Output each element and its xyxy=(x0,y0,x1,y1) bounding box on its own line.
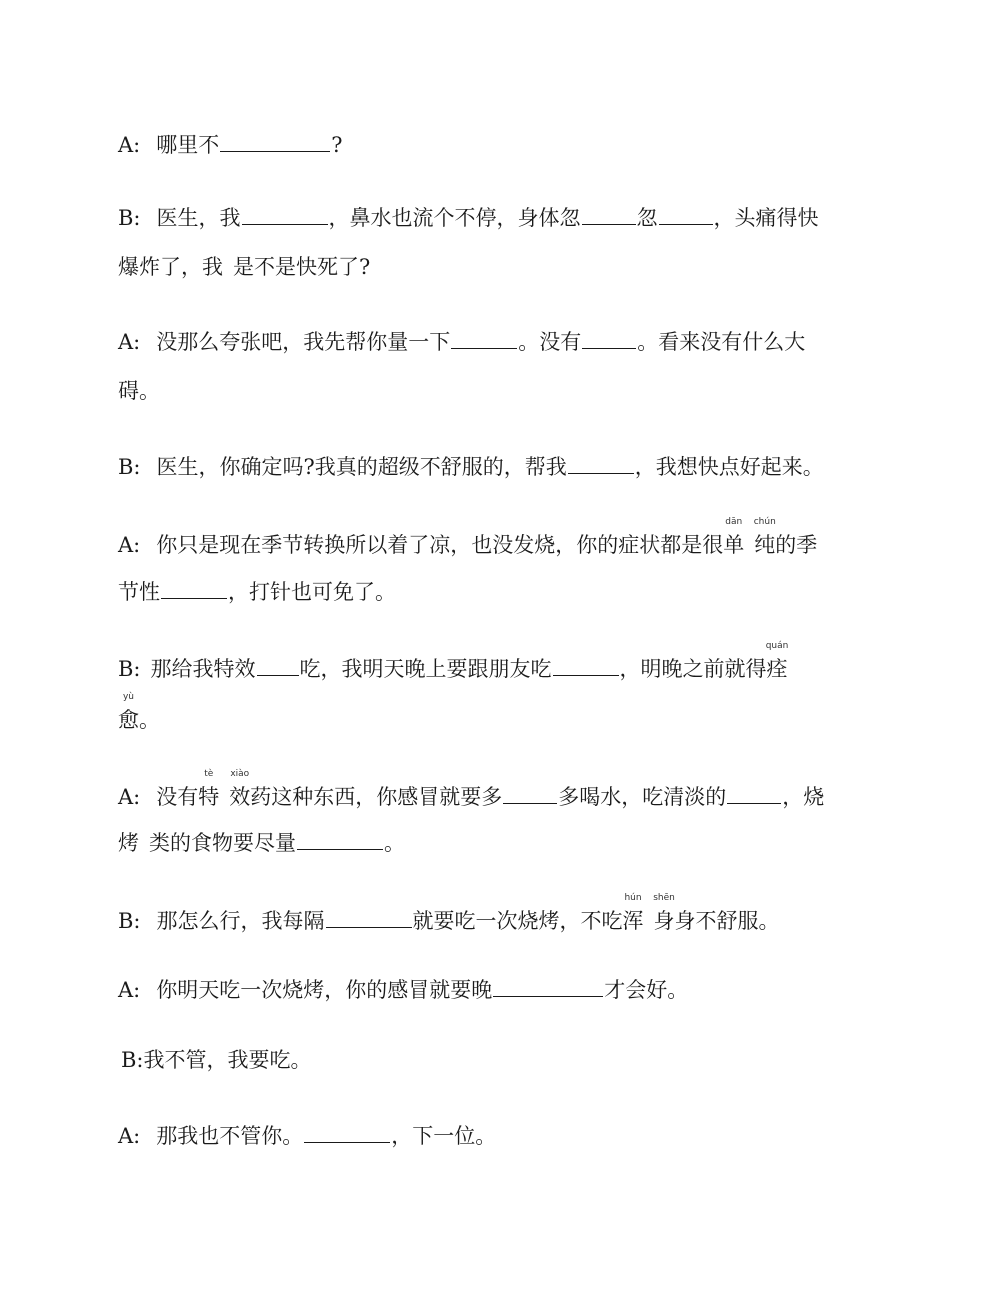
pinyin-annotation: shēn xyxy=(653,893,675,903)
answer-blank[interactable] xyxy=(220,133,330,152)
dialogue-line-8: B: 那怎么行，我每隔 就要吃一次烧烤，不吃浑 hún 身 shēn 身不舒服。 xyxy=(118,893,780,933)
answer-blank[interactable] xyxy=(451,330,517,349)
speaker-label: B: xyxy=(118,455,141,479)
dialogue-line-1: A: 哪里不 ? xyxy=(118,133,343,157)
dialogue-line-4: B: 医生，你确定吗?我真的超级不舒服的，帮我 ，我想快点好起来。 xyxy=(118,455,824,479)
dialogue-line-6-cont: 愈 yù 。 xyxy=(118,692,160,732)
ruby-char: 浑 hún xyxy=(622,893,644,933)
pinyin-annotation: tè xyxy=(204,769,214,779)
ruby-char: 痊 quán xyxy=(765,641,789,681)
pinyin-annotation: dān xyxy=(725,517,743,527)
speaker-label: A: xyxy=(118,978,141,1002)
dialogue-line-11: A: 那我也不管你。 ，下一位。 xyxy=(118,1124,497,1148)
answer-blank[interactable] xyxy=(257,657,299,676)
dialogue-line-5-cont: 节性 ，打针也可免了。 xyxy=(118,580,396,604)
answer-blank[interactable] xyxy=(727,785,781,804)
dialogue-line-7: A: 没有特 tè 效 xiào 药这种东西，你感冒就要多 多喝水，吃清淡的 ，烧 xyxy=(118,769,825,809)
answer-blank[interactable] xyxy=(297,831,383,850)
answer-blank[interactable] xyxy=(493,978,603,997)
speaker-label: A: xyxy=(118,1124,141,1148)
dialogue-line-2: B: 医生，我 ，鼻水也流个不停，身体忽 忽 ，头痛得快 xyxy=(118,206,819,230)
dialogue-line-6: B: 那给我特效 吃，我明天晚上要跟朋友吃 ，明晚之前就得痊 quán xyxy=(118,641,789,681)
speaker-label: B: xyxy=(118,909,141,933)
ruby-char: 身 shēn xyxy=(653,893,675,933)
pinyin-annotation: xiào xyxy=(230,769,250,779)
answer-blank[interactable] xyxy=(582,206,636,225)
dialogue-line-7-cont: 烤 类的食物要尽量 。 xyxy=(118,831,405,855)
answer-blank[interactable] xyxy=(659,206,713,225)
answer-blank[interactable] xyxy=(503,785,557,804)
answer-blank[interactable] xyxy=(304,1124,390,1143)
answer-blank[interactable] xyxy=(568,455,634,474)
speaker-label: A: xyxy=(118,533,141,557)
ruby-char: 单 dān xyxy=(723,517,745,557)
dialogue-line-3: A: 没那么夸张吧，我先帮你量一下 。没有 。看来没有什么大 xyxy=(118,330,806,354)
ruby-char: 效 xiào xyxy=(229,769,251,809)
answer-blank[interactable] xyxy=(582,330,636,349)
dialogue-line-10: B:我不管，我要吃。 xyxy=(121,1048,312,1072)
pinyin-annotation: quán xyxy=(765,641,789,651)
pinyin-annotation: chún xyxy=(753,517,776,527)
answer-blank[interactable] xyxy=(161,580,227,599)
answer-blank[interactable] xyxy=(553,657,619,676)
answer-blank[interactable] xyxy=(242,206,328,225)
speaker-label: A: xyxy=(118,785,141,809)
dialogue-line-5: A: 你只是现在季节转换所以着了凉，也没发烧，你的症状都是很单 dān 纯 chún 的季 xyxy=(118,517,818,557)
pinyin-annotation: hún xyxy=(624,893,642,903)
speaker-label: A: xyxy=(118,133,141,157)
ruby-char: 特 tè xyxy=(198,769,220,809)
speaker-label: B: xyxy=(121,1048,144,1072)
speaker-label: B: xyxy=(118,206,141,230)
dialogue-line-2-cont: 爆炸了，我 是不是快死了? xyxy=(118,255,371,279)
pinyin-annotation: yù xyxy=(122,692,135,702)
ruby-char: 愈 yù xyxy=(118,692,139,732)
dialogue-line-3-cont: 碍。 xyxy=(118,379,160,403)
answer-blank[interactable] xyxy=(326,909,412,928)
ruby-char: 纯 chún xyxy=(753,517,776,557)
speaker-label: A: xyxy=(118,330,141,354)
speaker-label: B: xyxy=(118,657,141,681)
dialogue-line-9: A: 你明天吃一次烧烤，你的感冒就要晚 才会好。 xyxy=(118,978,689,1002)
